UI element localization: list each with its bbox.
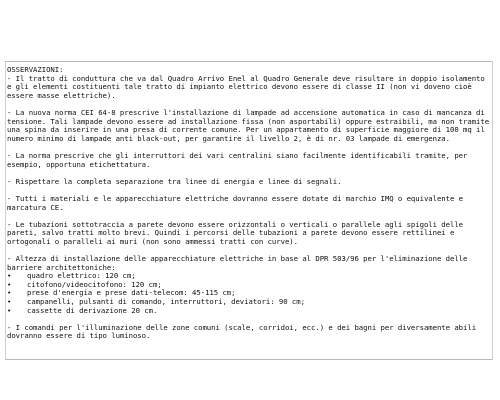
note-paragraph-1: - Il tratto di conduttura che va dal Quadro Arrivo Enel al Quadro Generale deve risultare in doppio isolamento e gli elementi costituenti tale tratto di impianto elettrico devono essere di classe II (non vi doveno cioè essere masse elettriche). bbox=[7, 73, 485, 100]
note-paragraph-3: - La norma prescrive che gli interruttori dei vari centralini siano facilmente identificabili tramite, per esempio, opportuna etichettatura. bbox=[7, 150, 468, 169]
list-item-text: prese d'energia e prese dati-telecom: 45-115 cm; bbox=[27, 288, 236, 298]
list-item bbox=[7, 307, 491, 316]
note-paragraph-2: - La nuova norma CEI 64-8 prescrive l'installazione di lampade ad accensione automatica in caso di mancanza di tensione. Tali lampade devono essere ad installazione fissa (non asportabili) oppure estraibili, ma non tramite una spina da inserire in una presa di corrente comune. Per un appartamento di superficie maggiore di 100 mq il numero minimo di lampade anti black-out, per garantire il livello 2, è di nr. 03 lampade di emergenza. bbox=[7, 107, 490, 143]
height-list bbox=[7, 272, 491, 315]
note-paragraph-closing: - I comandi per l'illuminazione delle zone comuni (scale, corridoi, ecc.) e dei bagni per diversamente abili dovranno essere di tipo luminoso. bbox=[7, 322, 477, 341]
note-paragraph-6: - Le tubazioni sottotraccia a parete devono essere orizzontali o verticali o parallele agli spigoli delle pareti, salvo tratti molto brevi. Quindi i percorsi delle tubazioni a parete devono essere rettilinei e ortogonali o paralleli ai muri (non sono ammessi tratti con curve). bbox=[7, 219, 464, 246]
bullet-icon: • bbox=[7, 279, 12, 289]
note-paragraph-7: - Altezza di installazione delle apparecchiature elettriche in base al DPR 503/96 per l'eliminazione delle barriere architettoniche: bbox=[7, 254, 468, 272]
notes-content bbox=[7, 66, 491, 341]
bullet-icon: • bbox=[7, 305, 12, 315]
notes-heading: OSSERVAZIONI: bbox=[7, 65, 64, 74]
note-paragraph-5: - Tutti i materiali e le apparecchiature elettriche dovranno essere dotate di marchio IMQ o equivalente e marcatura CE. bbox=[7, 193, 464, 212]
note-paragraph-4: - Rispettare la completa separazione tra linee di energia e linee di segnali. bbox=[7, 176, 342, 186]
list-item-text: quadro elettrico: 120 cm; bbox=[27, 271, 136, 281]
bullet-icon: • bbox=[7, 297, 12, 307]
list-item-text: citofono/videocitofono: 120 cm; bbox=[27, 279, 162, 289]
bullet-icon: • bbox=[7, 288, 12, 298]
list-item-text: cassette di derivazione 20 cm. bbox=[27, 305, 158, 315]
bullet-icon: • bbox=[7, 271, 12, 281]
list-item-text: campanelli, pulsanti di comando, interruttori, deviatori: 90 cm; bbox=[27, 297, 305, 307]
